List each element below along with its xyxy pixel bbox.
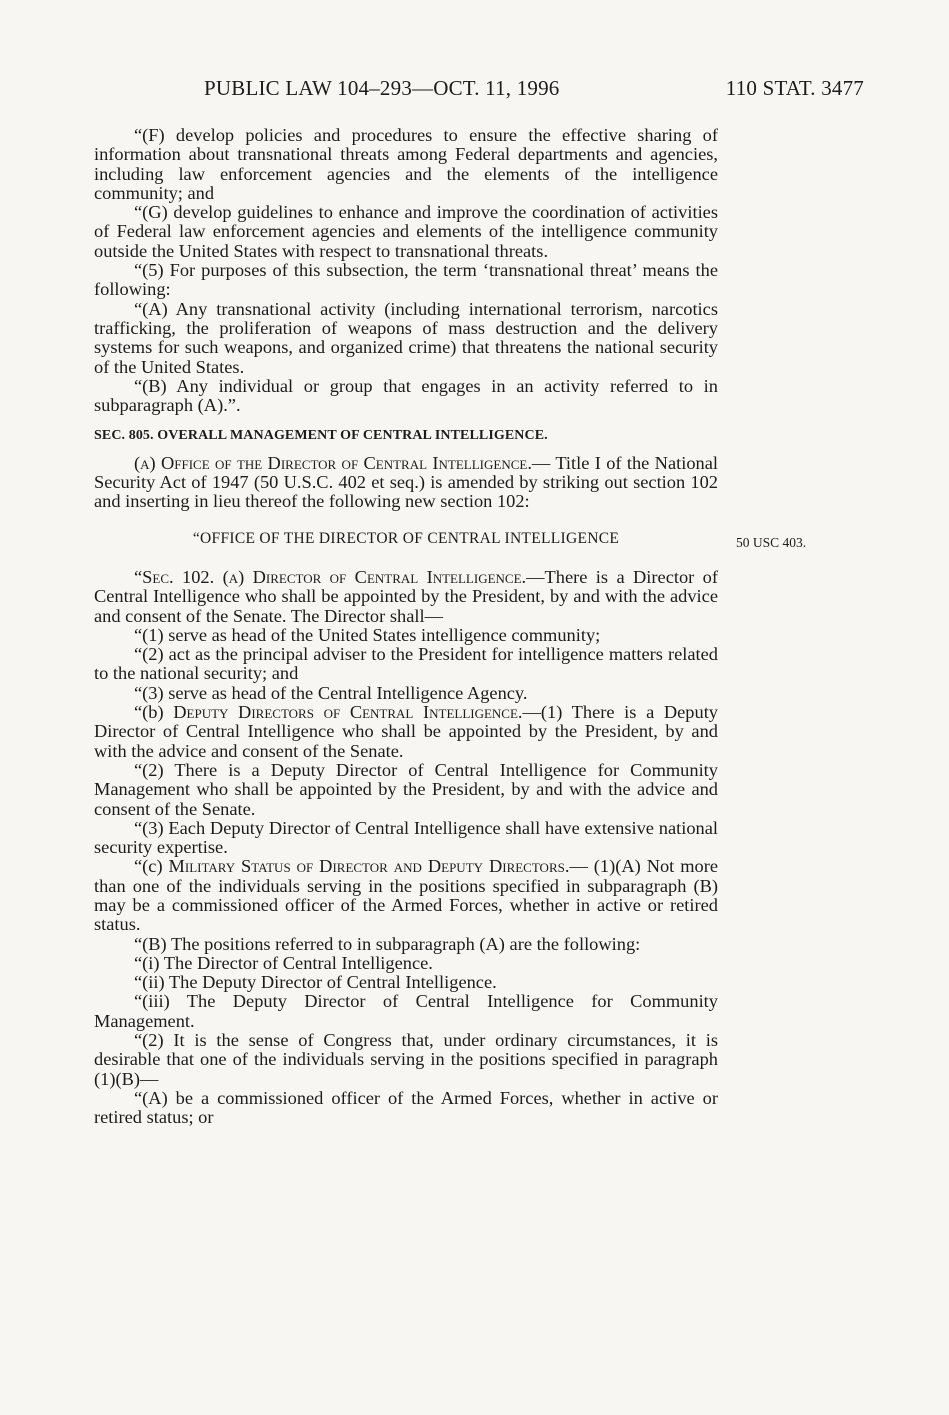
paragraph-c-1-b-ii: “(ii) The Deputy Director of Central Intelligence.	[134, 972, 497, 993]
paragraph-a-1: “(1) serve as head of the United States intelligence community;	[134, 624, 601, 645]
subsection-text: Title I of the National Security Act of 1947 (50 U.S.C. 402 et seq.) is amended by striking out section 102 and inserting in lieu thereof the following new section 102:	[94, 452, 718, 512]
paragraph-sec-805-a	[94, 454, 718, 512]
paragraph-b-1	[94, 703, 718, 761]
paragraph-c-1-b-i: “(i) The Director of Central Intelligence.	[134, 952, 433, 973]
paragraph-c-1-b: “(B) The positions referred to in subparagraph (A) are the following:	[134, 933, 641, 954]
paragraph-sec-102-a	[94, 568, 718, 626]
paragraph-c-1	[94, 857, 718, 934]
paragraph-c-2: “(2) It is the sense of Congress that, under ordinary circumstances, it is desirable that one of the individuals serving in the positions specified in paragraph (1)(B)—	[94, 1030, 718, 1089]
paragraph-a-2: “(2) act as the principal adviser to the President for intelligence matters related to the national security; and	[94, 644, 718, 684]
subsection-text: — (1)(A) Not more than one of the individuals serving in the positions specified in subparagraph (B) may be a commissioned officer of the Armed Forces, whether in active or retired status.	[94, 856, 719, 935]
new-section-heading: “OFFICE OF THE DIRECTOR OF CENTRAL INTELLIGENCE	[192, 529, 620, 547]
statute-page-number: 110 STAT. 3477	[725, 76, 864, 100]
subsection-label: Director of Central Intelligence.	[252, 566, 527, 587]
paragraph-b-2: “(2) There is a Deputy Director of Central Intelligence for Community Management who shall be appointed by the President, by and with the advice and consent of the Senate.	[94, 759, 718, 819]
margin-citation: 50 USC 403.	[736, 535, 807, 550]
section-prefix: “Sec. 102. (a)	[134, 566, 253, 587]
paragraph-a-3: “(3) serve as head of the Central Intelligence Agency.	[134, 682, 528, 703]
paragraph-c-1-b-iii: “(iii) The Deputy Director of Central Intelligence for Community Management.	[94, 991, 718, 1031]
paragraph-g: “(G) develop guidelines to enhance and improve the coordination of activities of Federal law enforcement agencies and elements of the intelligence community outside the United States with respect to transnational threats.	[94, 202, 718, 261]
paragraph-5: “(5) For purposes of this subsection, the term ‘transnational threat’ means the following:	[94, 260, 718, 300]
subsection-prefix: “(c)	[134, 856, 169, 877]
paragraph-c-2-a: “(A) be a commissioned officer of the Armed Forces, whether in active or retired status; or	[94, 1087, 718, 1128]
subsection-label: Deputy Directors of Central Intelligence.	[173, 702, 523, 723]
section-heading: SEC. 805. OVERALL MANAGEMENT OF CENTRAL INTELLIGENCE.	[94, 428, 548, 444]
subsection-label: Military Status of Director and Deputy Directors.	[168, 856, 570, 877]
paragraph-5b: “(B) Any individual or group that engages in an activity referred to in subparagraph (A).”.	[94, 375, 718, 416]
paragraph-b-3: “(3) Each Deputy Director of Central Intelligence shall have extensive national security expertise.	[94, 817, 718, 858]
paragraph-f: “(F) develop policies and procedures to ensure the effective sharing of information about transnational threats among Federal departments and agencies, including law enforcement agencies and the elements of the intelligence community; and	[94, 125, 718, 203]
subsection-text: —(1) There is a Deputy Director of Central Intelligence who shall be appointed by the President, by and with the advice and consent of the Senate.	[94, 702, 719, 761]
running-title: PUBLIC LAW 104–293—OCT. 11, 1996	[204, 76, 560, 100]
paragraph-5a: “(A) Any transnational activity (including international terrorism, narcotics trafficking, the proliferation of weapons of mass destruction and the delivery systems for such weapons, and organized crime) that threatens the national security of the United States.	[94, 298, 718, 377]
document-body	[94, 126, 718, 1128]
page-header	[204, 76, 864, 106]
subsection-prefix: “(b)	[134, 702, 174, 723]
subsection-text: —There is a Director of Central Intelligence who shall be appointed by the President, by and with the advice and consent of the Senate. The Director shall—	[94, 566, 718, 626]
subsection-label: (a) Office of the Director of Central Intelligence.—	[134, 452, 551, 473]
